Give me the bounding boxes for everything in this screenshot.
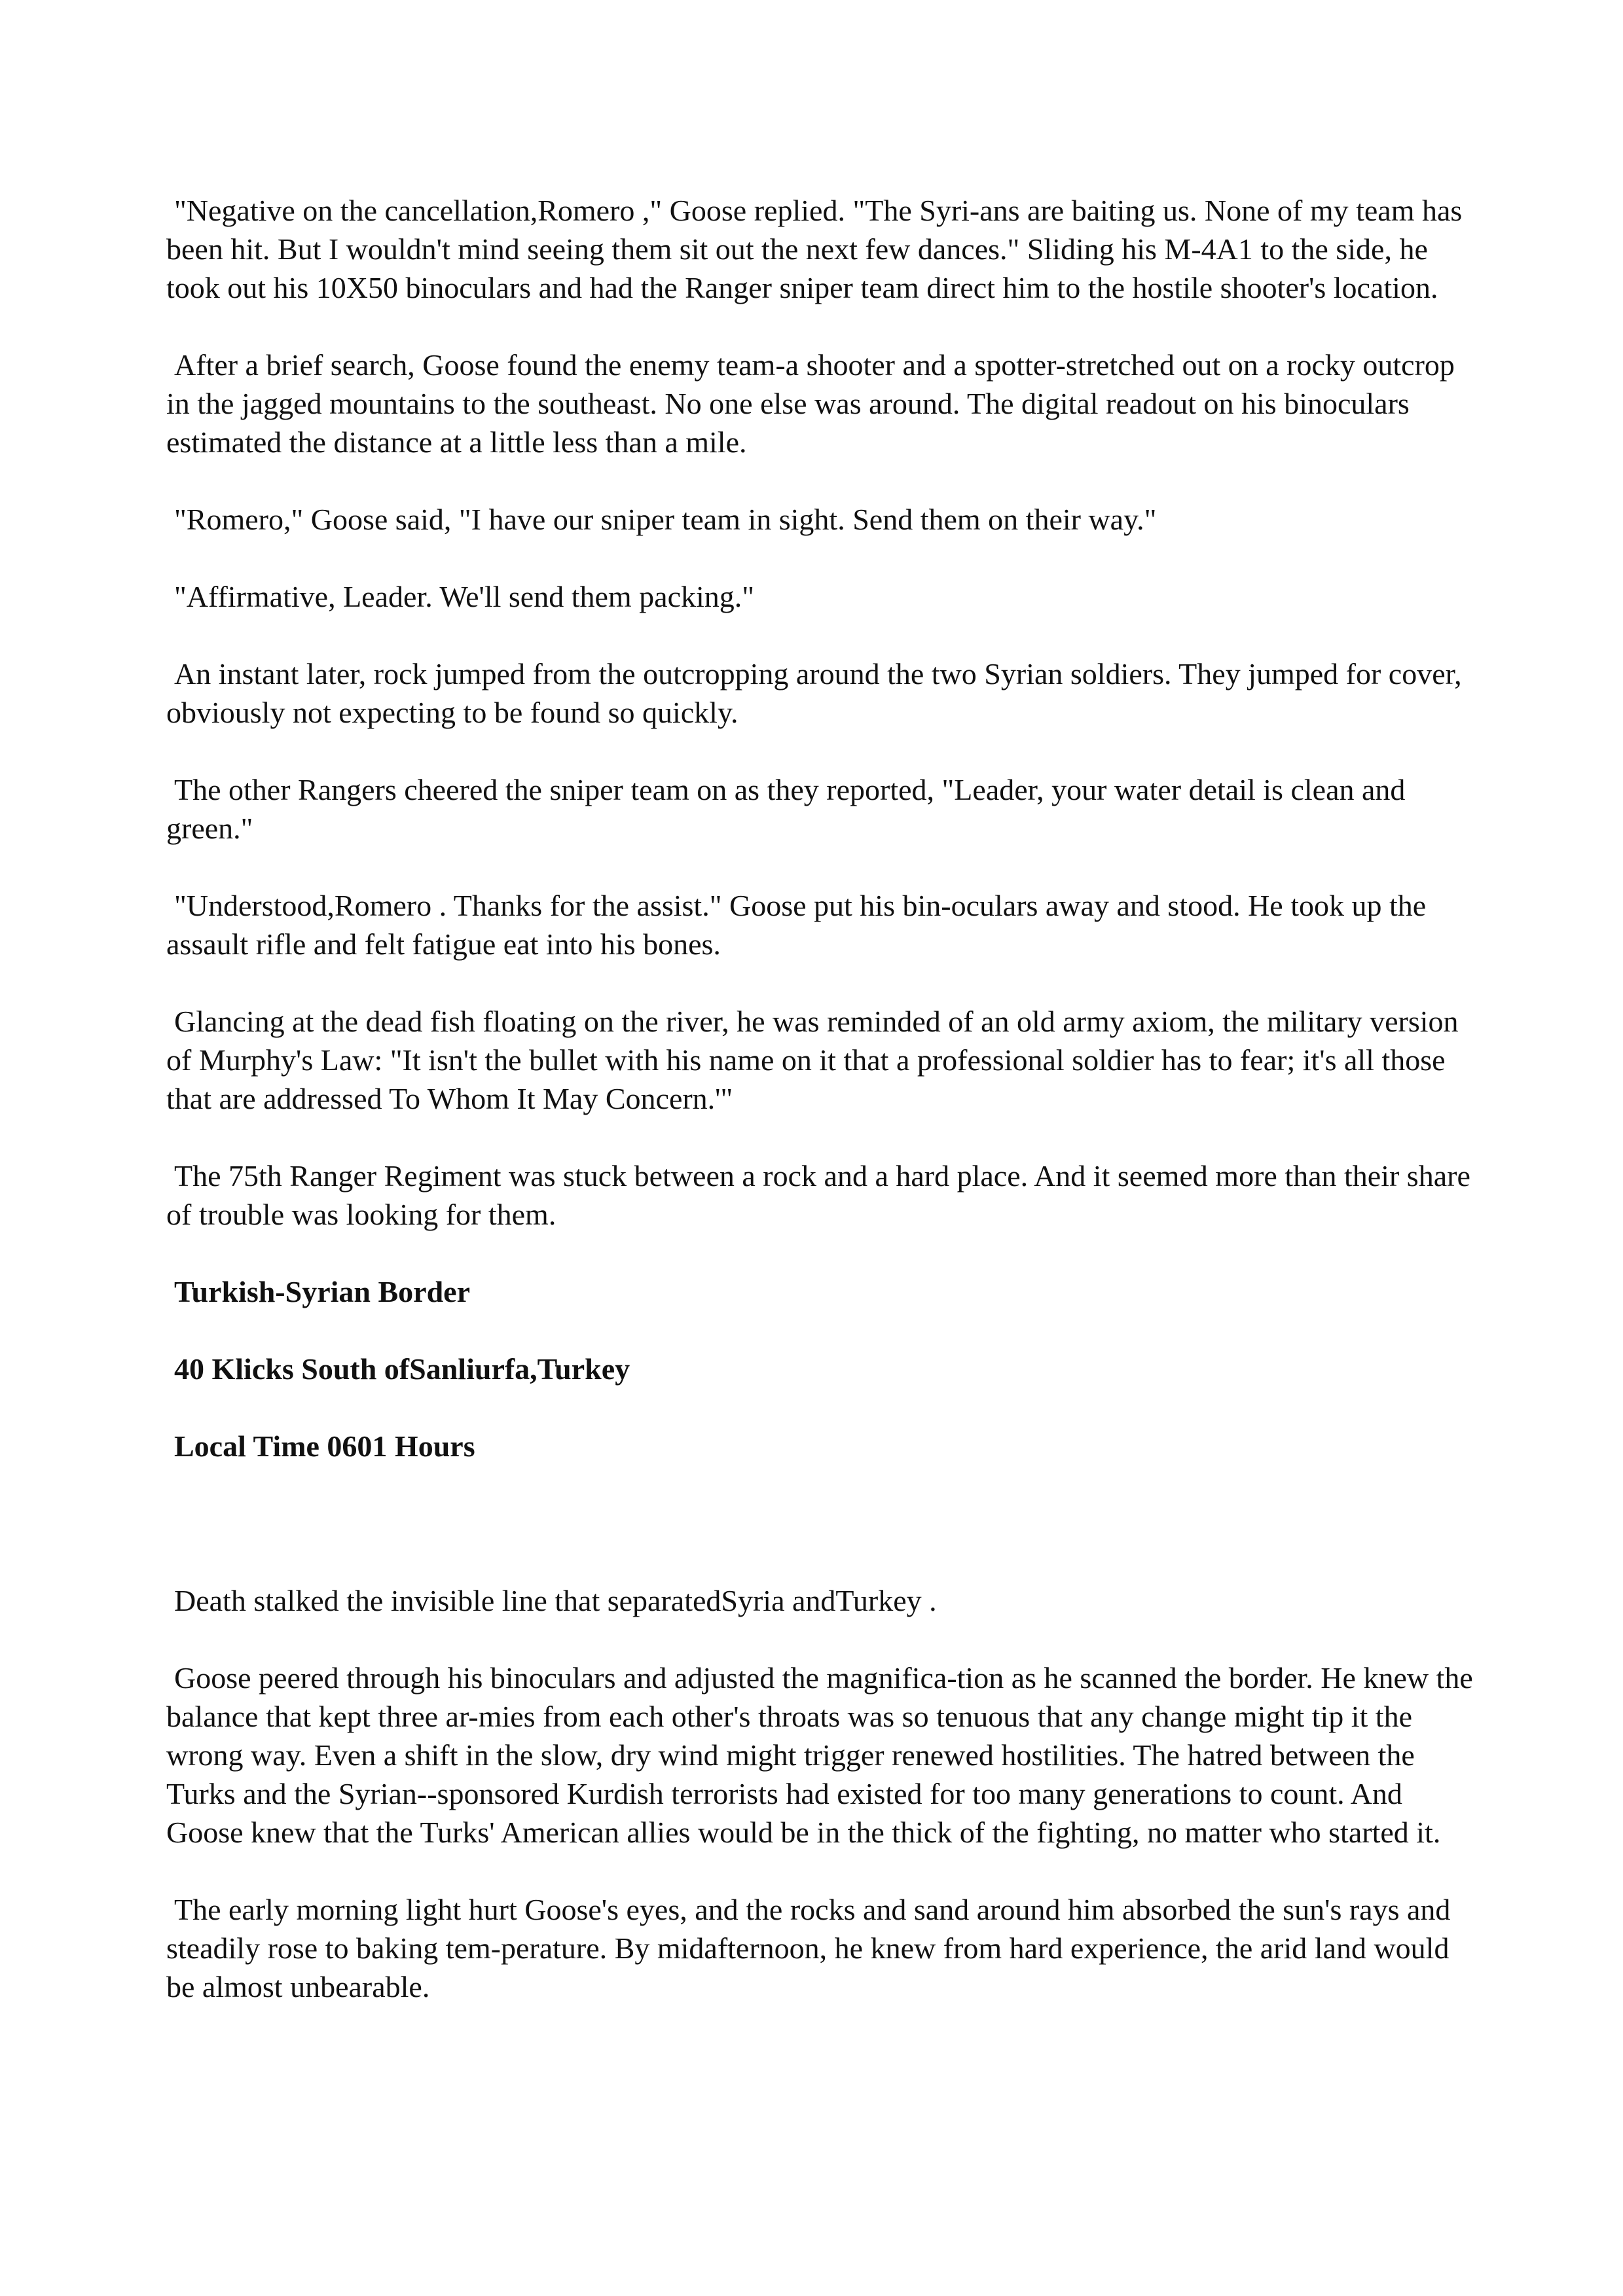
- section-heading-location: Turkish-Syrian Border: [174, 1275, 471, 1308]
- paragraph: "Affirmative, Leader. We'll send them packing.": [174, 580, 755, 613]
- paragraph: Death stalked the invisible line that separatedSyria andTurkey .: [174, 1584, 937, 1617]
- section-spacer: [166, 1504, 1476, 1581]
- paragraph: "Negative on the cancellation,Romero ," Goose replied. "The Syri-ans are baiting us. None of my team has been hit. But I wouldn't mind seeing them sit out the next few dances." Sliding his M-4A1 to the side, he took out his 10X50 binoculars and had the Ranger sniper team direct him to the hostile shooter's location.: [166, 194, 1463, 304]
- section-heading-place: 40 Klicks South ofSanliurfa,Turkey: [174, 1352, 630, 1386]
- paragraph: The other Rangers cheered the sniper team on as they reported, "Leader, your water detail is clean and green.": [166, 773, 1406, 845]
- paragraph: The early morning light hurt Goose's eyes, and the rocks and sand around him absorbed the sun's rays and steadily rose to baking tem-perature. By midafternoon, he knew from hard experience, the arid land would be almost unbearable.: [166, 1893, 1451, 2003]
- paragraph: Goose peered through his binoculars and adjusted the magnifica-tion as he scanned the border. He knew the balance that kept three ar-mies from each other's throats was so tenuous that any change might tip it the wrong way. Even a shift in the slow, dry wind might trigger renewed hostilities. The hatred between the Turks and the Syrian--sponsored Kurdish terrorists had existed for too many generations to count. And Goose knew that the Turks' American allies would be in the thick of the fighting, no matter who started it.: [166, 1661, 1473, 1849]
- paragraph: The 75th Ranger Regiment was stuck between a rock and a hard place. And it seemed more than their share of trouble was looking for them.: [166, 1159, 1470, 1231]
- paragraph: After a brief search, Goose found the enemy team-a shooter and a spotter-stretched out on a rocky outcrop in the jagged mountains to the southeast. No one else was around. The digital readout on his binoculars estimated the distance at a little less than a mile.: [166, 348, 1455, 459]
- paragraph: Glancing at the dead fish floating on the river, he was reminded of an old army axiom, the military version of Murphy's Law: "It isn't the bullet with his name on it that a professional soldier has to fear; it's all those that are addressed To Whom It May Concern.'": [166, 1005, 1459, 1115]
- section-heading-time: Local Time 0601 Hours: [174, 1429, 475, 1463]
- paragraph: "Romero," Goose said, "I have our sniper team in sight. Send them on their way.": [174, 503, 1157, 536]
- paragraph: An instant later, rock jumped from the outcropping around the two Syrian soldiers. They jumped for cover, obviously not expecting to be found so quickly.: [166, 657, 1462, 729]
- page-body-text: [166, 191, 1476, 2045]
- paragraph: "Understood,Romero . Thanks for the assist." Goose put his bin-oculars away and stood. He took up the assault rifle and felt fatigue eat into his bones.: [166, 889, 1427, 961]
